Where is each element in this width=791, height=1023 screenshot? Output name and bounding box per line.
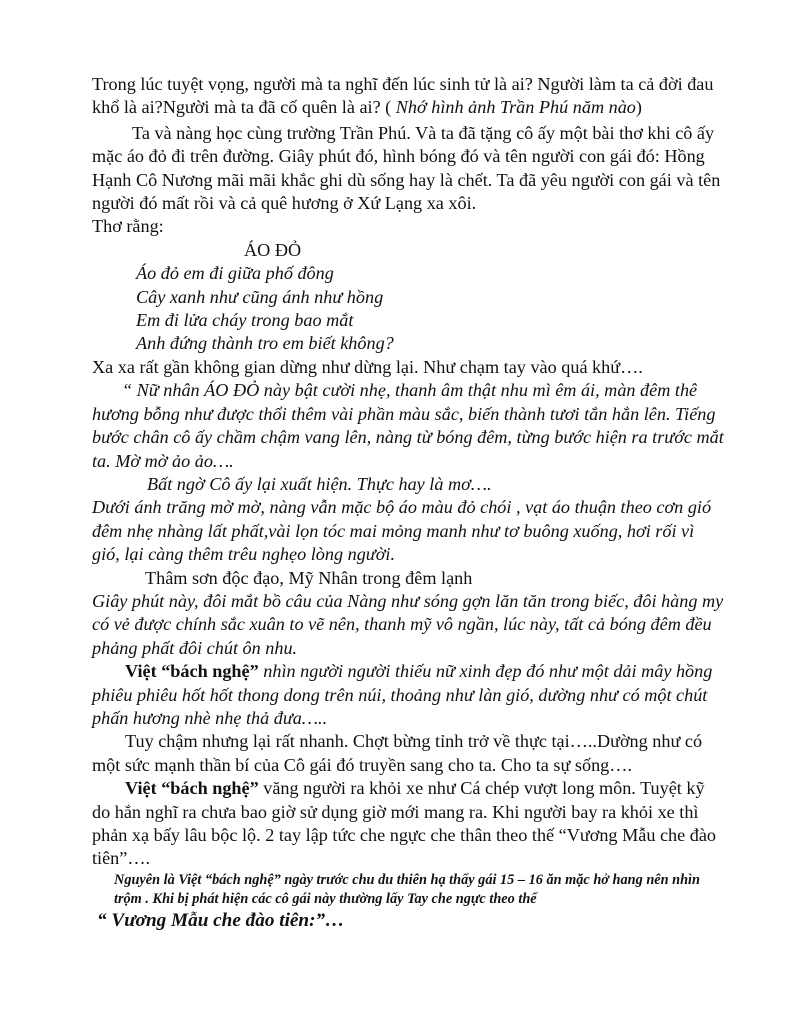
footnote-last-line: “ Vương Mẫu che đào tiên:”… <box>97 909 345 931</box>
paragraph-10-italic: nhìn người người thiếu nữ xinh đẹp đó như một dải mây hồng phiêu phiêu hốt hốt thong dong trên núi, thoảng như làn gió, dường như có một chút phấn hương nhè nhẹ thả đưa….. <box>92 661 713 728</box>
paragraph-1-close: ) <box>635 97 642 118</box>
paragraph-10-bold: Việt “bách nghệ” <box>125 661 259 682</box>
paragraph-5: “ Nữ nhân ÁO ĐỎ này bật cười nhẹ, thanh âm thật nhu mì êm ái, màn đêm thê hương bỗng như được thổi thêm vài phần màu sắc, biến thành tươi tắn hẳn lên. Tiếng bước chân cô ấy chầm chậm vang lên, nàng từ bóng đêm, từng bước hiện ra trước mắt ta. Mờ mờ ảo ảo…. <box>92 380 724 471</box>
paragraph-6: Bất ngờ Cô ấy lại xuất hiện. Thực hay là mơ…. <box>147 473 492 494</box>
footnote: Nguyên là Việt “bách nghệ” ngày trước chu du thiên hạ thấy gái 15 – 16 ăn mặc hở hang nên nhìn trộm . Khi bị phát hiện các cô gái này thường lấy Tay che ngực theo thế <box>114 871 700 907</box>
paragraph-1-text: Trong lúc tuyệt vọng, người mà ta nghĩ đến lúc sinh tử là ai? Người làm ta cả đời đau khổ là ai?Người mà ta đã cố quên là ai? ( <box>92 74 714 118</box>
paragraph-12 <box>92 777 724 871</box>
poem-line-2: Cây xanh như cũng ánh như hồng <box>136 286 384 307</box>
poem-intro: Thơ rằng: <box>92 216 164 237</box>
paragraph-2: Ta và nàng học cùng trường Trần Phú. Và ta đã tặng cô ấy một bài thơ khi cô ấy mặc áo đỏ đi trên đường. Giây phút đó, hình bóng đó và tên người con gái đó: Hồng Hạnh Cô Nương mãi mãi khắc ghi dù sống hay là chết. Ta đã yêu người con gái và tên người đó mất rồi và cả quê hương ở Xứ Lạng xa xôi. <box>92 122 721 214</box>
poem-title: ÁO ĐỎ <box>244 239 302 260</box>
paragraph-8: Thâm sơn độc đạo, Mỹ Nhân trong đêm lạnh <box>145 567 473 588</box>
poem-line-1: Áo đỏ em đi giữa phố đông <box>136 263 334 284</box>
paragraph-10 <box>92 660 724 730</box>
poem-line-4: Anh đứng thành tro em biết không? <box>136 333 394 354</box>
paragraph-7: Dưới ánh trăng mờ mờ, nàng vẫn mặc bộ áo màu đỏ chói , vạt áo thuận theo cơn gió đêm nhẹ nhàng lất phất,vài lọn tóc mai mỏng manh như tơ buông xuống, hơi rối vì gió, lại càng thêm trêu nghẹo lòng người. <box>92 497 712 565</box>
paragraph-1-italic: Nhớ hình ảnh Trần Phú năm nào <box>395 97 636 118</box>
paragraph-12-bold: Việt “bách nghệ” <box>125 778 259 799</box>
paragraph-12-rest: văng người ra khỏi xe như Cá chép vượt long môn. Tuyệt kỹ do hắn nghĩ ra chưa bao giờ sử dụng giờ mới mang ra. Khi người bay ra khỏi xe thì phản xạ bấy lâu bộc lộ. 2 tay lập tức che ngực che thân theo thế “Vương Mẫu che đào tiên”…. <box>92 778 717 869</box>
paragraph-4: Xa xa rất gần không gian dừng như dừng lại. Như chạm tay vào quá khứ…. <box>92 356 643 377</box>
paragraph-1 <box>92 73 724 120</box>
paragraph-11: Tuy chậm nhưng lại rất nhanh. Chợt bừng tỉnh trở về thực tại…..Dường như có một sức mạnh thần bí của Cô gái đó truyền sang cho ta. Cho ta sự sống…. <box>92 731 703 775</box>
document-body <box>92 73 724 933</box>
poem-line-3: Em đi lửa cháy trong bao mắt <box>136 310 354 331</box>
paragraph-9: Giây phút này, đôi mắt bồ câu của Nàng như sóng gợn lăn tăn trong biếc, đôi hàng my có vẻ được chính sắc xuân to vẽ nên, thanh mỹ vô ngần, lúc này, tất cả bóng đêm đều phảng phất đôi chút ôn nhu. <box>92 590 724 658</box>
